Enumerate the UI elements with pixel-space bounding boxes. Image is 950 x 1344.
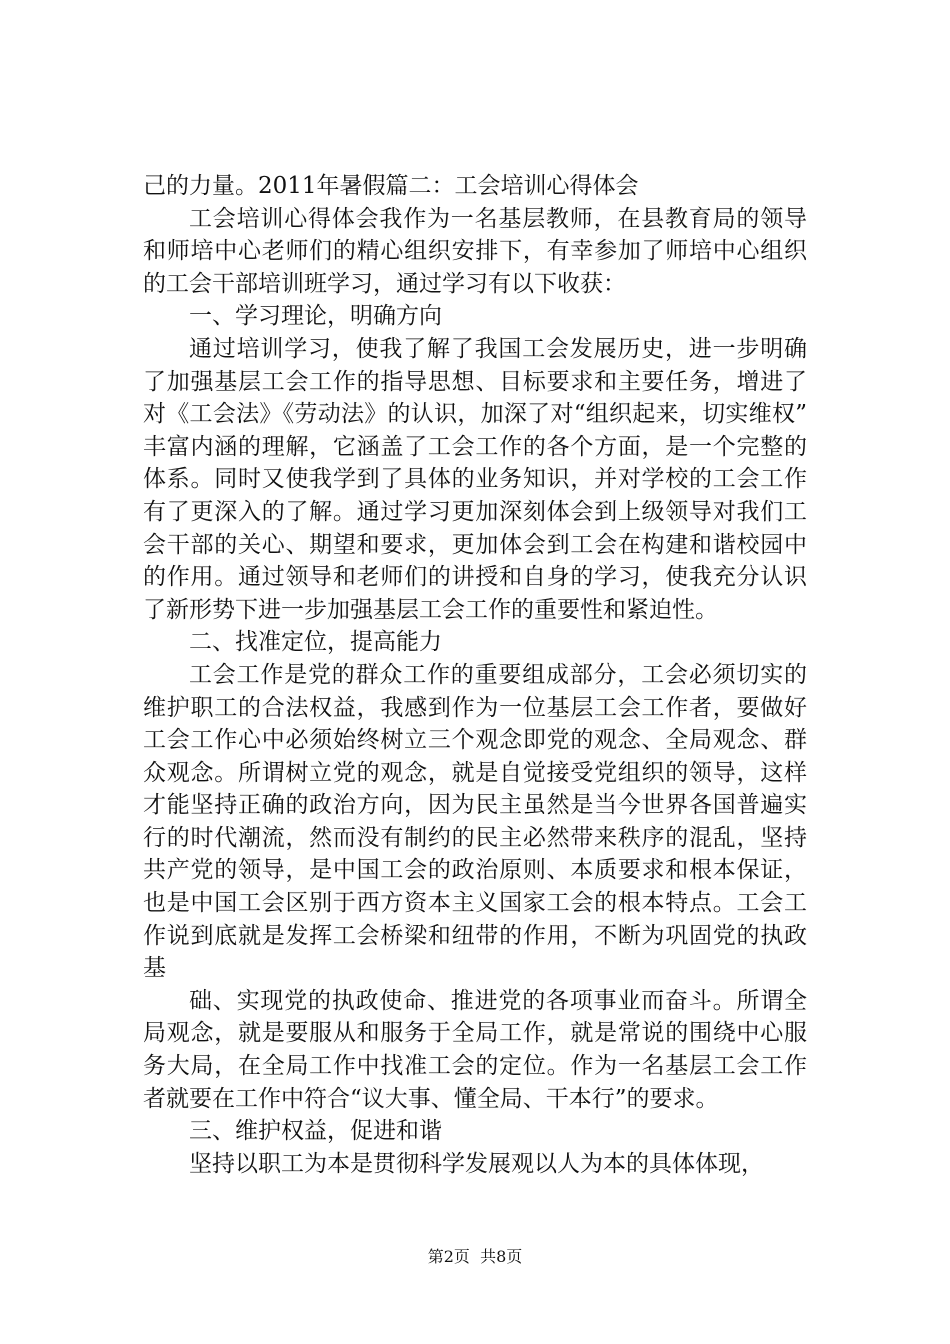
section-heading-3: 三、维护权益，促进和谐 [189, 1118, 442, 1145]
paragraph-continuation: 己的力量。2011年暑假篇二：工会培训心得体会 [143, 173, 639, 199]
paragraph-section-1: 通过培训学习，使我了解了我国工会发展历史，进一步明确了加强基层工会工作的指导思想、目标要求和主要任务，增进了对《工会法》《劳动法》的认识，加深了对“组织起来，切实维权”丰富内涵的理解，它涵盖了工会工作的各个方面，是一个完整的体系。同时又使我学到了具体的业务知识，并对学校的工会工作有了更深入的了解。通过学习更加深刻体会到上级领导对我们工会干部的关心、期望和要求，更加体会到工会在构建和谐校园中的作用。通过领导和老师们的讲授和自身的学习，使我充分认识了新形势下进一步加强基层工会工作的重要性和紧迫性。 [143, 335, 807, 623]
page-number-label: 第2页 共8页 [427, 1247, 523, 1266]
paragraph-section-3: 坚持以职工为本是贯彻科学发展观以人为本的具体体现， [189, 1150, 764, 1177]
section-heading-2: 二、找准定位，提高能力 [189, 629, 442, 656]
page-footer [0, 1244, 950, 1267]
paragraph-section-2a: 工会工作是党的群众工作的重要组成部分，工会必须切实的维护职工的合法权益，我感到作为一位基层工会工作者，要做好工会工作心中必须始终树立三个观念即党的观念、全局观念、群众观念。所谓树立党的观念，就是自觉接受党组织的领导，这样才能坚持正确的政治方向，因为民主虽然是当今世界各国普遍实行的时代潮流，然而没有制约的民主必然带来秩序的混乱，坚持共产党的领导，是中国工会的政治原则、本质要求和根本保证，也是中国工会区别于西方资本主义国家工会的根本特点。工会工作说到底就是发挥工会桥梁和纽带的作用，不断为巩固党的执政基 [143, 661, 807, 982]
document-body [143, 170, 807, 1180]
section-heading-1: 一、学习理论，明确方向 [189, 303, 442, 330]
paragraph-intro: 工会培训心得体会我作为一名基层教师，在县教育局的领导和师培中心老师们的精心组织安排下，有幸参加了师培中心组织的工会干部培训班学习，通过学习有以下收获： [143, 205, 807, 297]
paragraph-section-2b: 础、实现党的执政使命、推进党的各项事业而奋斗。所谓全局观念，就是要服从和服务于全局工作，就是常说的围绕中心服务大局，在全局工作中找准工会的定位。作为一名基层工会工作者就要在工作中符合“议大事、懂全局、干本行”的要求。 [143, 987, 807, 1112]
